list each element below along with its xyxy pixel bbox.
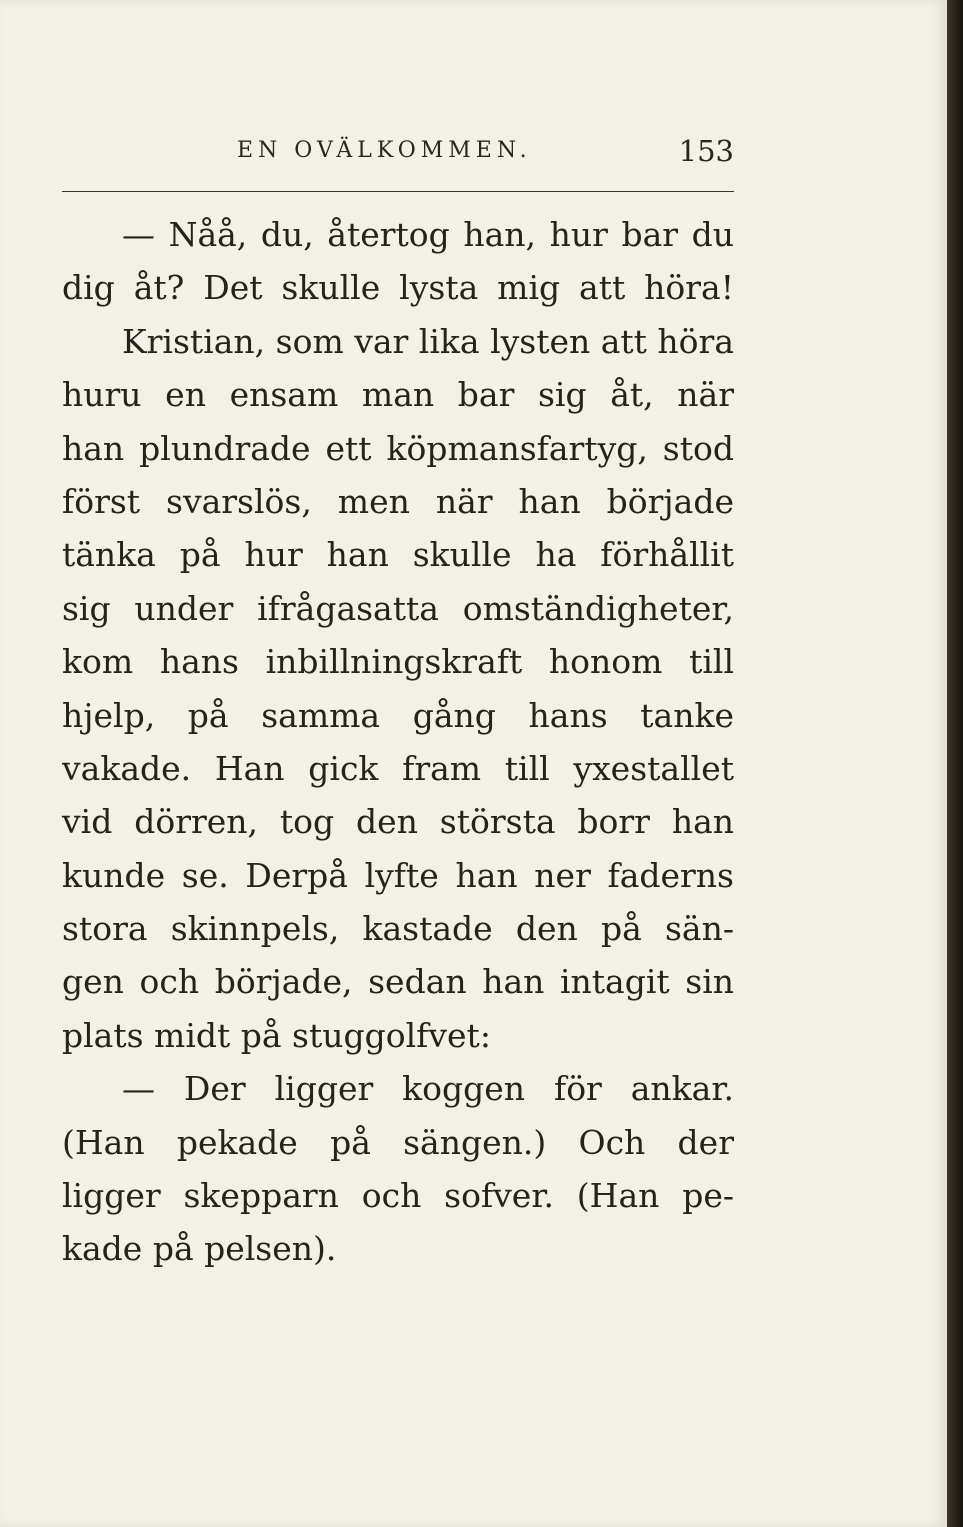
text-line: tänka på hur han skulle ha förhållit <box>62 535 734 575</box>
text-line: kom hans inbillningskraft honom till <box>62 642 734 682</box>
body-text <box>62 208 734 1276</box>
text-line: sig under ifrågasatta omständigheter, <box>62 588 734 628</box>
text-line: ligger skepparn och sofver. (Han pe- <box>62 1176 734 1216</box>
text-line: — Der ligger koggen för ankar. <box>122 1069 734 1109</box>
text-line: först svarslös, men när han började <box>62 481 734 521</box>
text-line: hjelp, på samma gång hans tanke <box>62 695 734 735</box>
text-line: (Han pekade på sängen.) Och der <box>62 1122 734 1162</box>
page-number: 153 <box>678 134 734 168</box>
text-line: kade på pelsen). <box>62 1229 337 1269</box>
text-line: — Nåå, du, återtog han, hur bar du <box>122 215 734 254</box>
text-line: vid dörren, tog den största borr han <box>62 802 734 842</box>
text-line: vakade. Han gick fram till yxestallet <box>62 748 734 788</box>
text-line: dig åt? Det skulle lysta mig att höra! <box>62 268 734 308</box>
text-line: Kristian, som var lika lysten att höra <box>122 321 734 361</box>
page-edge <box>947 0 963 1527</box>
text-line: gen och började, sedan han intagit sin <box>62 962 734 1002</box>
text-line: huru en ensam man bar sig åt, när <box>62 375 734 415</box>
running-title: EN OVÄLKOMMEN. <box>237 138 532 163</box>
text-line: stora skinnpels, kastade den på sän- <box>62 909 734 949</box>
text-line: plats midt på stuggolfvet: <box>62 1015 491 1055</box>
text-line: han plundrade ett köpmansfartyg, stod <box>62 428 734 468</box>
page-header <box>62 130 734 174</box>
text-line: kunde se. Derpå lyfte han ner faderns <box>62 855 734 895</box>
header-rule <box>62 191 734 192</box>
